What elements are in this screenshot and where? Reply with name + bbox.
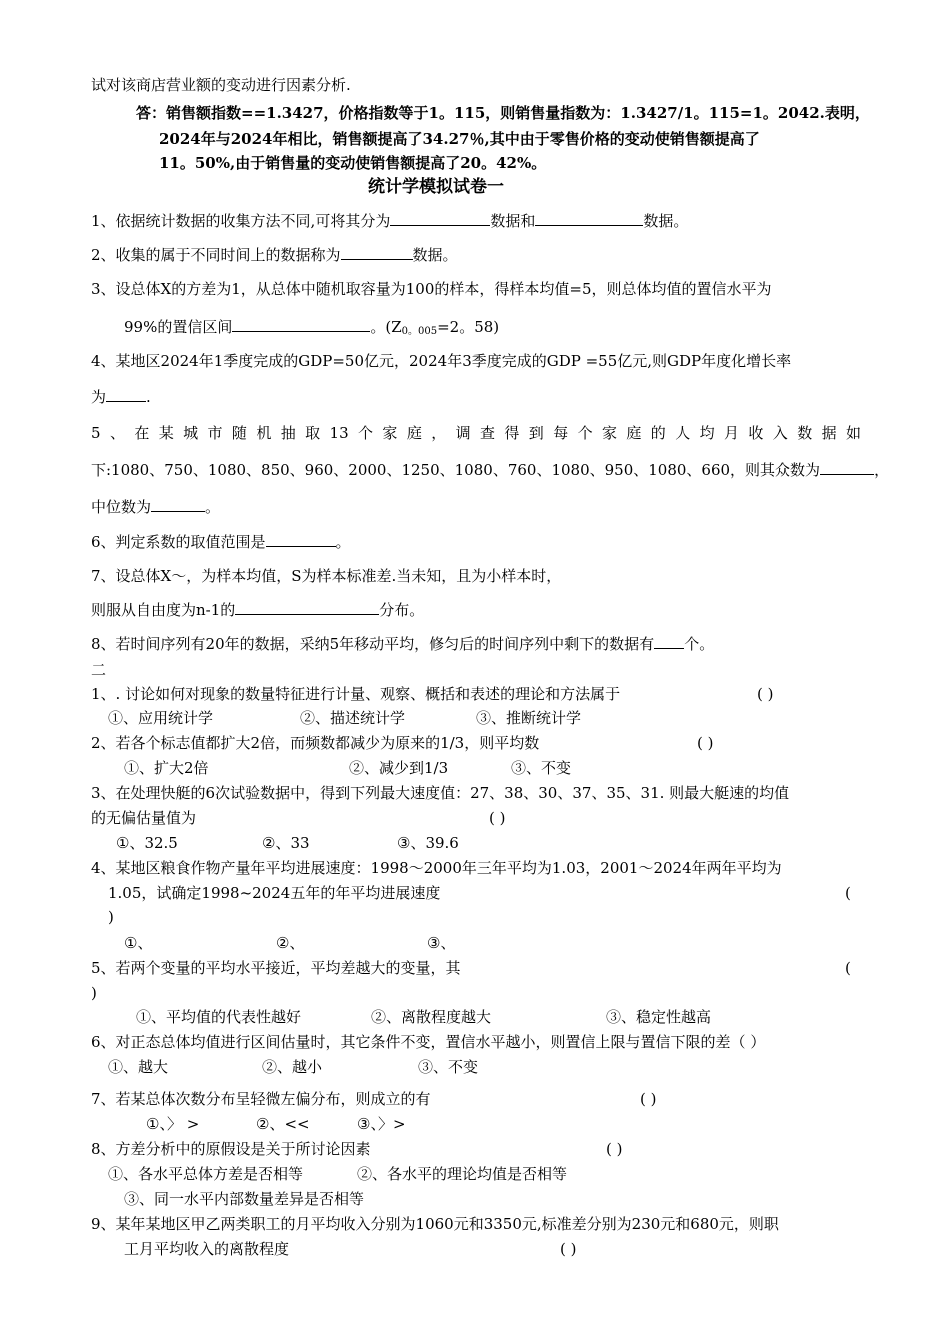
fill-question-4-line-1: 4、某地区2024年1季度完成的GDP=50亿元，2024年3季度完成的GDP =55亿元,则GDP年度化增长率	[91, 352, 792, 370]
c6-option-1[interactable]: ①、越大	[108, 1058, 169, 1076]
c7-option-2[interactable]: ②、<<	[256, 1115, 310, 1133]
choice-question-9-answer[interactable]: ( )	[560, 1240, 577, 1258]
fill-question-7-line-2	[91, 600, 424, 620]
q3-text-d: =2。58)	[437, 318, 500, 336]
choice-question-4-line-1: 4、某地区粮食作物产量年平均进展速度：1998～2000年三年平均为1.03，2001～2024年两年平均为	[91, 859, 782, 877]
q1-text-c: 数据。	[643, 212, 689, 230]
q7-text-c: 分布。	[379, 601, 425, 619]
c2-option-1[interactable]: ①、扩大2倍	[124, 759, 209, 777]
choice-question-4-answer-close[interactable]: )	[108, 908, 114, 926]
c8-option-3[interactable]: ③、同一水平内部数量差异是否相等	[124, 1190, 365, 1208]
fill-question-3-line-2	[124, 317, 499, 342]
c8-option-1[interactable]: ①、各水平总体方差是否相等	[108, 1165, 304, 1183]
q8-text-b: 个。	[684, 635, 715, 653]
q5-blank-mode[interactable]	[820, 460, 874, 475]
answer-line-2: 2024年与2024年相比，销售额提高了34.27％,其中由于零售价格的变动使销售额提高了	[159, 130, 760, 148]
fill-question-4-line-2	[91, 387, 151, 407]
q1-blank-1[interactable]	[390, 211, 490, 226]
q7-text-b: 则服从自由度为n-1的	[91, 601, 236, 619]
c3-option-1[interactable]: ①、32.5	[116, 834, 178, 852]
q5-text-c: ，	[874, 461, 890, 479]
c3-option-3[interactable]: ③、39.6	[397, 834, 459, 852]
c3-option-2[interactable]: ②、33	[262, 834, 310, 852]
choice-question-3-line-2: 的无偏估量值为	[91, 809, 197, 827]
c5-option-3[interactable]: ③、稳定性越高	[606, 1008, 712, 1026]
fill-question-3-line-1: 3、设总体X的方差为1，从总体中随机取容量为100的样本，得样本均值=5，则总体均值的置信水平为	[91, 280, 772, 298]
choice-question-4-line-2: 1.05，试确定1998~2024五年的年平均进展速度	[108, 884, 441, 902]
q6-text-b: 。	[335, 533, 351, 551]
intro-text: 试对该商店营业额的变动进行因素分析.	[91, 76, 351, 94]
c2-option-2[interactable]: ②、减少到1/3	[349, 759, 449, 777]
choice-question-9-line-2: 工月平均收入的离散程度	[124, 1240, 290, 1258]
c8-option-2[interactable]: ②、各水平的理论均值是否相等	[357, 1165, 568, 1183]
q3-blank[interactable]	[232, 317, 370, 332]
choice-question-8: 8、方差分析中的原假设是关于所讨论因素	[91, 1140, 371, 1158]
choice-question-8-answer[interactable]: ( )	[606, 1140, 623, 1158]
q3-subscript: 0。005	[401, 326, 438, 337]
c2-option-3[interactable]: ③、不变	[511, 759, 572, 777]
q1-text-b: 数据和	[490, 212, 536, 230]
fill-question-7-line-1: 7、设总体X～，为样本均值，S为样本标准差.当未知，且为小样本时，	[91, 567, 562, 585]
fill-question-5-line-3	[91, 497, 220, 517]
q8-text-a: 8、若时间序列有20年的数据，采纳5年移动平均，修匀后的时间序列中剩下的数据有	[91, 635, 655, 653]
fill-question-5-line-2	[91, 460, 889, 480]
q4-text-b: 为	[91, 388, 107, 406]
c1-option-3[interactable]: ③、推断统计学	[476, 709, 582, 727]
q5-text-b: 下:1080、750、1080、850、960、2000、1250、1080、760、1080、950、1080、660，则其众数为	[91, 461, 821, 479]
choice-question-9-line-1: 9、某年某地区甲乙两类职工的月平均收入分别为1060元和3350元,标准差分别为230元和680元，则职	[91, 1215, 779, 1233]
choice-question-2-answer[interactable]: ( )	[697, 734, 714, 752]
choice-question-5-answer-open[interactable]: (	[845, 959, 851, 977]
fill-question-8	[91, 634, 714, 654]
choice-question-7: 7、若某总体次数分布呈轻微左偏分布，则成立的有	[91, 1090, 431, 1108]
fill-question-1	[91, 211, 688, 231]
c7-option-3[interactable]: ③、〉>	[357, 1115, 406, 1133]
fill-question-5-line-1: 5、在某城市随机抽取13个家庭，调查得到每个家庭的人均月收入数据如	[91, 424, 861, 442]
choice-question-1-answer[interactable]: ( )	[757, 685, 774, 703]
q6-text-a: 6、判定系数的取值范围是	[91, 533, 266, 551]
c4-option-1[interactable]: ①、	[124, 934, 153, 952]
c6-option-2[interactable]: ②、越小	[262, 1058, 323, 1076]
q4-blank[interactable]	[106, 387, 146, 402]
q1-blank-2[interactable]	[535, 211, 643, 226]
q2-blank[interactable]	[341, 245, 413, 260]
c7-option-1[interactable]: ①、〉 >	[146, 1115, 200, 1133]
choice-question-1: 1、. 讨论如何对现象的数量特征进行计量、观察、概括和表述的理论和方法属于	[91, 685, 621, 703]
c1-option-2[interactable]: ②、描述统计学	[300, 709, 406, 727]
q7-blank[interactable]	[235, 600, 379, 615]
q5-text-e: 。	[205, 498, 221, 516]
fill-question-6	[91, 532, 351, 552]
q3-text-c: 。(Z	[370, 318, 402, 336]
exam-title: 统计学模拟试卷一	[368, 177, 504, 197]
choice-question-5: 5、若两个变量的平均水平接近，平均差越大的变量，其	[91, 959, 461, 977]
answer-line-3: 11。50%,由于销售量的变动使销售额提高了20。42%。	[159, 154, 547, 172]
section-two-heading: 二	[91, 661, 107, 679]
choice-question-6: 6、对正态总体均值进行区间估量时，其它条件不变，置信水平越小，则置信上限与置信下限的差（ ）	[91, 1033, 766, 1051]
choice-question-5-answer-close[interactable]: )	[91, 984, 97, 1002]
choice-question-4-answer-open[interactable]: (	[845, 884, 851, 902]
q6-blank[interactable]	[266, 532, 336, 547]
c1-option-1[interactable]: ①、应用统计学	[108, 709, 214, 727]
choice-question-2: 2、若各个标志值都扩大2倍，而频数都减少为原来的1/3，则平均数	[91, 734, 540, 752]
choice-question-3-line-1: 3、在处理快艇的6次试验数据中，得到下列最大速度值：27、38、30、37、35、31. 则最大艇速的均值	[91, 784, 790, 802]
q5-text-d: 中位数为	[91, 498, 152, 516]
c4-option-3[interactable]: ③、	[427, 934, 456, 952]
fill-question-2	[91, 245, 458, 265]
q1-text-a: 1、依据统计数据的收集方法不同,可将其分为	[91, 212, 391, 230]
c4-option-2[interactable]: ②、	[276, 934, 305, 952]
q8-blank[interactable]	[654, 634, 684, 649]
q2-text-a: 2、收集的属于不同时间上的数据称为	[91, 246, 341, 264]
c5-option-2[interactable]: ②、离散程度越大	[371, 1008, 492, 1026]
q5-blank-median[interactable]	[151, 497, 205, 512]
choice-question-3-answer[interactable]: ( )	[489, 809, 506, 827]
choice-question-7-answer[interactable]: ( )	[640, 1090, 657, 1108]
q3-text-b: 99%的置信区间	[124, 318, 233, 336]
c5-option-1[interactable]: ①、平均值的代表性越好	[136, 1008, 302, 1026]
c6-option-3[interactable]: ③、不变	[418, 1058, 479, 1076]
q2-text-b: 数据。	[412, 246, 458, 264]
q4-text-c: .	[146, 388, 151, 406]
answer-line-1: 答：销售额指数==1.3427，价格指数等于1。115，则销售量指数为：1.3427/1。115=1。2042.表明，	[136, 104, 870, 122]
